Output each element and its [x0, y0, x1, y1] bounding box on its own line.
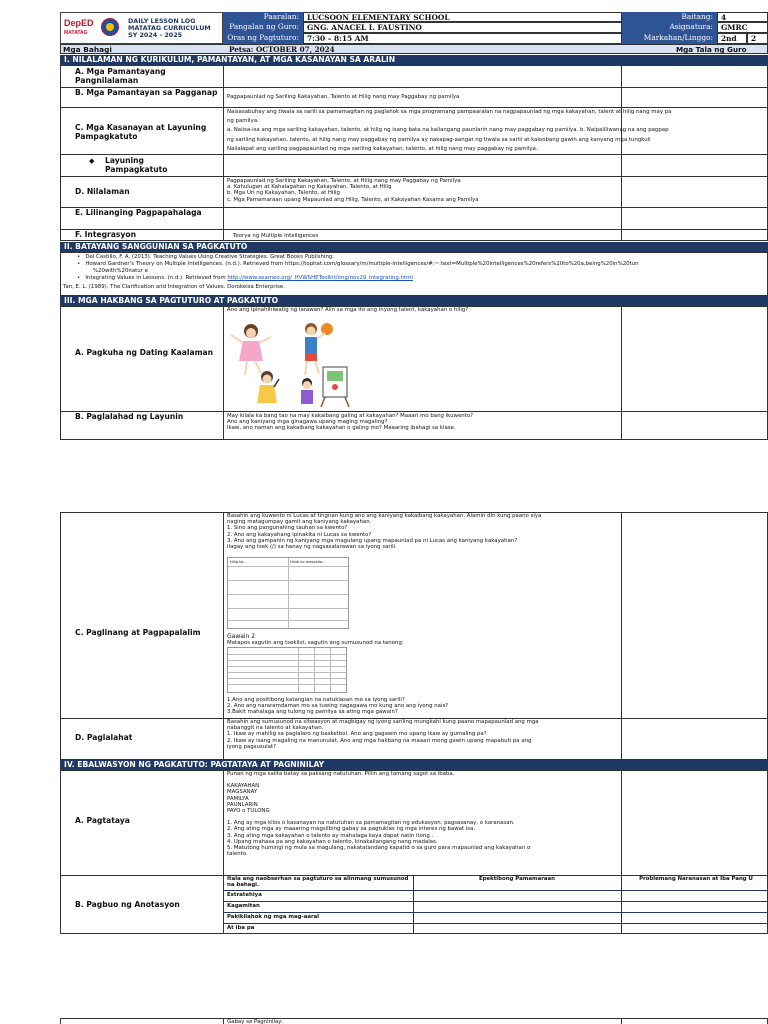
s3-d-label: D. Paglalahat — [75, 733, 133, 742]
s3-c-top-4: 2. Ano ang kakayahang ipinakita ni Lucas sa kwento? — [227, 531, 372, 538]
s1-d-label: D. Nilalaman — [75, 187, 130, 196]
paaralan-label: Paaralan: — [223, 12, 303, 22]
s4-a-line-1: Punan ng mga salita batay sa paksang natutuhan. Piliin ang tamang sagot sa ibaba. — [227, 771, 455, 777]
oras-value: 7:30 – 8:15 AM — [303, 33, 622, 44]
ref-3-text: Integrating Values in Lessons. (n.d.). Retrieved from — [85, 275, 228, 281]
baitang-label: Baitang: — [622, 12, 717, 22]
s3-d-line-4: 2. Ikaw ay isang magaling na manunulat. Ano ang mga hakbang na maaari mong gawin upang mapabuti pa ang — [227, 737, 532, 744]
petsa-label: Petsa: OCTOBER 07, 2024 — [229, 45, 335, 54]
s3-c-bottom-1: 1.Ano ang positibong katangian na natuklasan mo sa iyong sarili? — [227, 697, 405, 703]
asignatura-label: Asignatura: — [622, 22, 717, 33]
section-2-refs — [60, 252, 768, 296]
section-4-title: IV. EBALWASYON NG PAGKATUTO: PAGTATAYA AT PAGNINILAY — [60, 760, 768, 770]
s3-c-top-2: naging matagumpay gamit ang kaniyang kakayahan. — [227, 519, 372, 526]
s4-a-line-11: 3. Ang ating mga kakayahan o talento ay mahalaga kaya dapat natin itong . — [227, 832, 434, 839]
matatag-logo-text: MATATAG — [64, 30, 88, 36]
s3-b-line-1: May kilala ka bang tao na may kakaibang galing at kakayahan? Maaari mo bang ikuwento? — [227, 413, 473, 419]
checklist-worksheet-1 — [227, 557, 349, 629]
anotasyon-row-2: Kagamitan — [227, 903, 260, 909]
header-title-line-2: MATATAG CURRICULUM — [128, 24, 211, 32]
s3-c-bottom — [227, 697, 619, 716]
s4-a-line-3: KAKAYAHAN — [227, 783, 260, 790]
guro-value: GNG. ANACEL I. FAUSTINO — [303, 22, 622, 33]
ref-4: Tan, E. L. (1989). The Clarification and Integration of Values. Dorokeisa Enterprise. — [63, 284, 285, 290]
s4-a-line-9: 1. Ang ay mga kilos o kasanayan na natutuhan sa pamamagitan ng edukasyon, pagsasanay, o karanasan. — [227, 820, 515, 827]
section-2-title: II. BATAYANG SANGGUNIAN SA PAGKATUTO — [60, 242, 768, 252]
anotasyon-head-2: Epektibong Pamamaraan — [478, 876, 556, 882]
anotasyon-row-1: Estratehiya — [227, 892, 262, 898]
s1-d-line-1: Pagpapaunlad ng Sariling Kakayahan, Talento, at Hilig nang may Paggabay ng Pamilya — [227, 178, 461, 184]
s1-c-line-2: ng pamilya. — [227, 118, 259, 125]
deped-seal-icon — [101, 18, 119, 36]
oras-label: Oras ng Pagtuturo: — [223, 33, 303, 44]
anotasyon-head-1: Itala ang naobserhan sa pagtuturo sa alinmang sumusunod na bahagi. — [227, 876, 409, 889]
s3-c-top-5: 3. Ano ang gampanin ng kaniyang mga magulang upang mapaunlad pa ni Lucas ang kaniyang kakayahan? — [227, 537, 518, 544]
s3-b-text — [227, 413, 617, 432]
s1-d-text — [227, 178, 767, 203]
s3-d-line-1: Basahin ang sumusunod na sitwasyon at magbigay ng iyong sariling mungkahi kung paano mapapaunlad ang mga — [227, 719, 539, 725]
s3-a-label: A. Pagkuha ng Dating Kaalaman — [75, 348, 214, 357]
ws1-col2-head: Hindi ko masyado... — [290, 560, 326, 564]
ref-3: • Integrating Values in Lessons. (n.d.). Retrieved from http://www.seameo.org/_HVWSHEToolkit/img/nov29_Integrating.html — [77, 275, 413, 281]
s1-f-label: F. Integrasyon — [75, 230, 137, 239]
s1-d-line-3: b. Mga Uri ng Kakayahan, Talento, at Hilig — [227, 190, 340, 197]
s4-a-line-10: 2. Ang ating mga ay maaaring magsilbing gabay sa pagtuklas ng mga interes ng bawat isa. — [227, 826, 476, 833]
guro-label: Pangalan ng Guro: — [223, 22, 303, 33]
mga-bahagi-label: Mga Bahagi — [63, 45, 112, 54]
ref-2-text: Howard Gardner's Theory on Multiple Intelligences. (n.d.). Retrieved from https://tophat.com/glossary/m/multiple-intelligences/#:~:text=Multiple%20intelligences%20refers%20to%20a,being%20in%20tun — [85, 261, 639, 267]
gawain2-label: Gawain 2 — [227, 633, 256, 640]
s4-a-line-5: PAMILYA — [227, 795, 249, 802]
ref-2-cont: %20with%20natur e — [93, 268, 148, 274]
s4-a-line-7: PAYO o TULONG — [227, 808, 270, 815]
header-logo-block — [60, 12, 223, 44]
s4-a-line-6: PAUNLARIN — [227, 801, 258, 808]
s3-d-text — [227, 719, 619, 750]
section-3-title: III. MGA HAKBANG SA PAGTUTURO AT PAGKATUTO — [60, 296, 768, 306]
ref-3-link[interactable]: http://www.seameo.org/_HVWSHEToolkit/img/nov29_Integrating.html — [227, 275, 413, 281]
ref-2: • Howard Gardner's Theory on Multiple Intelligences. (n.d.). Retrieved from https://tophat.com/glossary/m/multiple-intelligences/#:~:text=Multiple%20intelligences%20refers%20to%20a,being%20in%20tun — [77, 261, 639, 267]
s3-b-label: B. Paglalahad ng Layunin — [75, 412, 184, 421]
s4-a-line-14: talento. — [227, 851, 248, 858]
s3-c-bottom-3: 3.Bakit mahalaga ang tulong ng pamilya sa ating mga gawain? — [227, 709, 398, 716]
anotasyon-row-3: Pakikilahok ng mga mag-aaral — [227, 914, 320, 920]
s3-d-line-5: iyong pagsusulat? — [227, 743, 276, 750]
s4-a-line-4: MAGSANAY — [227, 789, 258, 796]
section-3-table-p1 — [60, 306, 768, 440]
s1-b-text: Pagpapaunlad ng Sariling Kakayahan, Talento at Hilig nang may Paggabay ng pamilya — [227, 94, 460, 100]
s1-d-line-4: c. Mga Pamamaraan upang Mapaunlad ang Hilig, Talento, at Kakayahan Kasama ang Pamilya — [227, 196, 479, 203]
asignatura-value: GMRC — [717, 22, 768, 33]
s3-c-bottom-2: 2. Ano ang nararamdaman mo sa tuwing nagagawa mo kung ano ang iyong nais? — [227, 703, 449, 710]
s1-e-label: E. Lilinanging Pagpapahalaga — [75, 208, 202, 217]
section-1-table — [60, 65, 768, 241]
header-title-line-3: SY 2024 - 2025 — [128, 31, 183, 39]
gawain2-instructions: Matapos sagutin ang tseklist, sagutin ang sumusunod na tanong: — [227, 640, 404, 646]
diamond-bullet-icon: ◆ — [89, 157, 95, 165]
markahan-label: Markahan/Linggo: — [622, 33, 717, 44]
baitang-value: 4 — [717, 12, 768, 22]
ws1-col1-head: Hilig ko... — [230, 560, 247, 564]
anotasyon-table — [223, 875, 767, 934]
section-4-table — [60, 770, 768, 934]
talents-illustration — [227, 317, 367, 409]
header-fields — [223, 12, 768, 44]
s3-c-top-6: Ilagay ang tsek (/) sa hanay ng nagsasalarawan sa iyong sarili. — [227, 544, 397, 551]
s1-c-line-3: a. Naiisa-isa ang mga sariling kakayahan, talento, at hilig ng isang bata na kailangang paunlarin nang may paggabay ng pamilya. b. Naipaliliwanag na ang pagpap — [227, 127, 669, 134]
s1-f-text: Teorya ng Multiple Intelligences — [233, 233, 319, 239]
mga-tala-label: Mga Tala ng Guro — [676, 45, 747, 54]
s4-a-line-13: 5. Matutong humingi ng mula sa magulang, nakatatandang kapatid o sa guro para mapaunlad ang kakayahan o — [227, 845, 531, 852]
ref-1-text: Del Castillo, F. A. (2013). Teaching Values Using Creative Strategies. Great Books Publishing. — [85, 254, 334, 260]
s3-c-top-1: Basahin ang kuwento ni Lucas at tingnan kung ano ang kaniyang kakaibang kakayahan. Alamin din kung paano siya — [227, 513, 542, 519]
anotasyon-head-3: Problemang Naranasan at Iba Pang U — [639, 876, 753, 882]
s3-c-top-3: 1. Sino ang pangunahing tauhan sa kwento? — [227, 525, 348, 532]
s4-b-label: B. Pagbuo ng Anotasyon — [75, 900, 180, 909]
s1-c-label: C. Mga Kasanayan at Layuning Pampagkatuto — [75, 123, 207, 141]
section-1-title: I. NILALAMAN NG KURIKULUM, PAMANTAYAN, AT MGA KASANAYAN SA ARALIN — [60, 55, 768, 65]
s3-a-text: Ano ang ipinahihiwatig ng larawan? Alin sa mga ito ang inyong talent, kakayahan o hilig? — [227, 307, 469, 313]
s1-d-line-2: a. Kahulugan at Kahalagahan ng Kakayahan, Talento, at Hilig — [227, 184, 392, 191]
s1-b-label: B. Mga Pamantayan sa Pagganap — [75, 88, 218, 97]
deped-logo — [64, 16, 100, 42]
section-3-table-p2 — [60, 512, 768, 760]
header-title-line-1: DAILY LESSON LOG — [128, 17, 196, 25]
s1-c-line-5: Nailalapat ang sariling pagpapaunlad ng mga sariling kakayahan, talento, at hilig nang may paggabay ng pamilya. — [227, 145, 538, 152]
ref-1: • Del Castillo, F. A. (2013). Teaching Values Using Creative Strategies. Great Books Publishing. — [77, 254, 334, 260]
page-3-table — [60, 1018, 768, 1024]
s1-layunin-label: Layuning Pampagkatuto — [105, 156, 168, 174]
paaralan-value: LUCSOON ELEMENTARY SCHOOL — [303, 12, 622, 22]
s3-b-line-3: Ikaw, ano naman ang kakaibang kakayahan o galing mo? Maaaring ibahagi sa klase. — [227, 425, 456, 432]
s4-a-label: A. Pagtataya — [75, 816, 130, 825]
bahagi-row — [60, 44, 768, 54]
anotasyon-row-4: At iba pa — [227, 925, 255, 931]
s1-c-line-4: ng sariling kakayahan, talento, at hilig nang may paggabay ng pamilya ay nakapag-aangat ng tiwala sa sarili at kaloobang gawin ang kanyang mga tungkuli — [227, 136, 651, 143]
s4-a-line-12: 4. Upang mahasa pa ang kakayahan o talento, kinakailangang nang madalas. — [227, 838, 438, 845]
checklist-worksheet-2 — [227, 647, 347, 693]
s3-d-line-3: 1. Ikaw ay mahilig sa paglalaro ng basketbol. Ano ang gagawin mo upang ikaw ay gumaling pa? — [227, 731, 487, 738]
s3-c-top — [227, 513, 619, 550]
gabay-pagninilay-label: Gabay sa Pagninilay: — [227, 1019, 283, 1024]
s3-c-label: C. Paglinang at Pagpapalalim — [75, 628, 201, 637]
s3-d-line-2: nabanggit na talento at kakayahan. — [227, 725, 324, 732]
s4-a-text — [227, 771, 619, 857]
s1-c-text — [227, 109, 767, 152]
deped-logo-text: DepED — [64, 18, 94, 28]
header-title — [128, 18, 211, 39]
markahan-value: 2nd — [717, 33, 747, 44]
s3-b-line-2: Ano ang kaniyang mga ginagawa upang maging magaling? — [227, 419, 388, 426]
s1-a-label: A. Mga Pamantayang Pangnilalaman — [75, 67, 166, 85]
linggo-value: 2 — [747, 33, 768, 44]
s1-c-line-1: Naisasabuhay ang tiwala sa sarili sa pamamagitan ng paglahok sa mga programang pampaaralan na nagpapaunlad ng mga kakayahan, talent at hilig nang may pa — [227, 109, 672, 115]
